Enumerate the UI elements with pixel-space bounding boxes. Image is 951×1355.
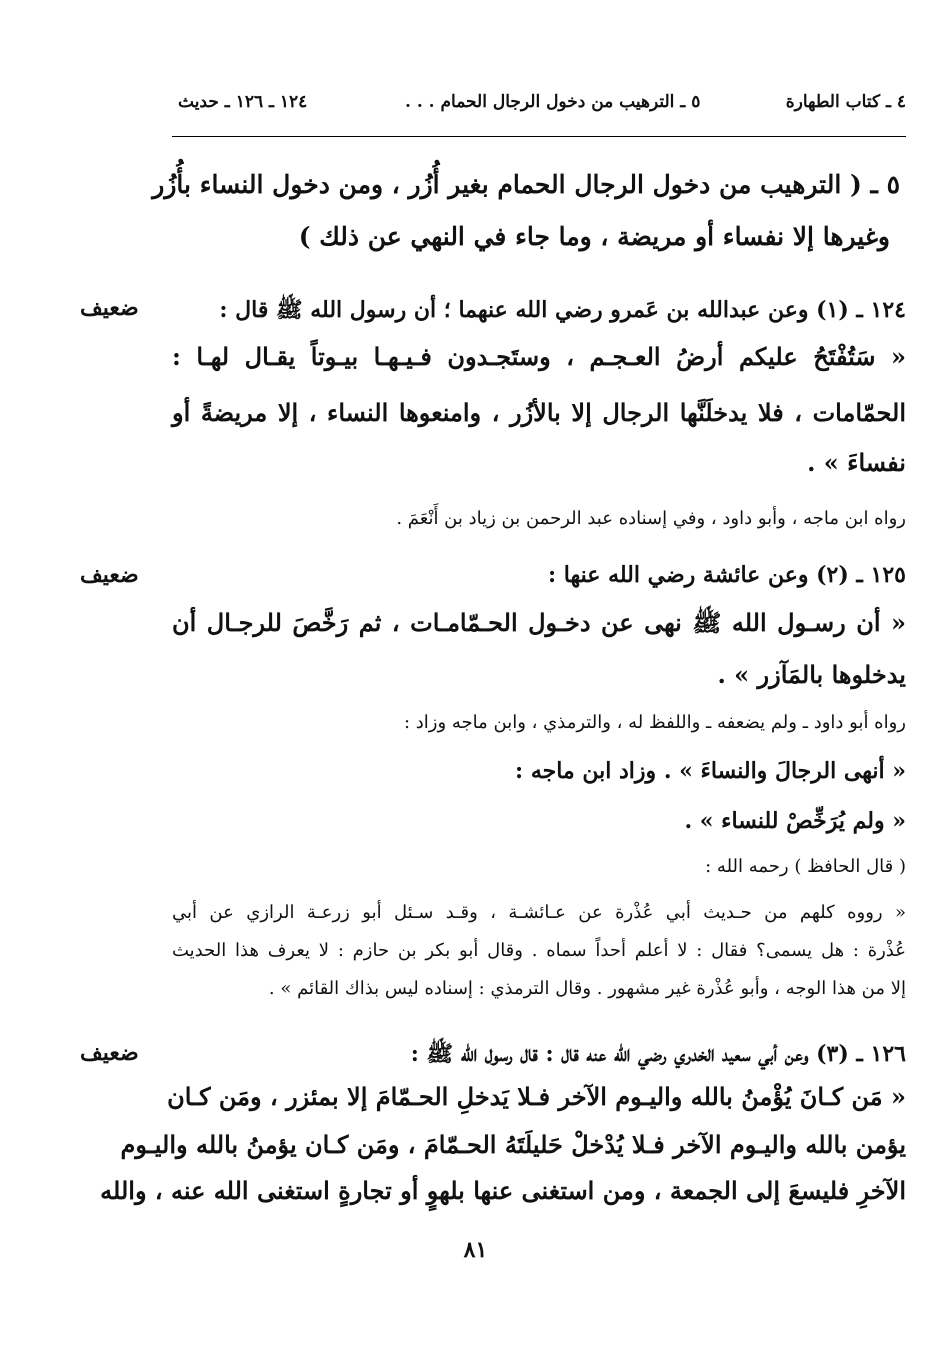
hadith-126-intro: ١٢٦ ـ (٣) وعن أبي سعيد الخدري رضي الله عنه قال : قال رسول الله ﷺ : xyxy=(410,1041,906,1067)
hadith-124-text-1: « سَتُفْتَحُ عليكم أرضُ العـجـم ، وستَجـدون فـيـهـا بيـوتاً يقـال لهـا : xyxy=(172,342,906,371)
hadith-126-grade: ضعيف xyxy=(80,1040,139,1066)
hadith-124-text-2: الحمّامات ، فلا يدخلَنَّها الرجال إلا بالأزُر ، وامنعوها النساء ، إلا مريضةً أو xyxy=(172,398,906,427)
hafiz-note-line-2: عُذْرة : هل يسمى؟ فقال : لا أعلم أحداً سماه . وقال أبو بكر بن حازم : لا يعرف هذا الحديث xyxy=(172,940,906,961)
header-section: ٥ ـ الترهيب من دخول الرجال الحمام . . . xyxy=(405,92,701,112)
hadith-126-text-1: « مَن كـانَ يُؤْمنُ بالله واليـوم الآخر فـلا يَدخلِ الحـمّامَ إلا بمئزر ، ومَن كـان xyxy=(167,1082,906,1111)
hafiz-note-line-1: « رووه كلهم من حـديث أبي عُذْرة عن عـائشـة ، وقـد سـئل أبو زرعـة الرازي عن أبي xyxy=(172,902,906,923)
header-range: ١٢٤ ـ ١٢٦ ـ حديث xyxy=(178,92,308,112)
hadith-125-grade: ضعيف xyxy=(80,562,139,588)
hadith-125-text-2: يدخلوها بالمَآزر » . xyxy=(717,660,906,689)
header-divider xyxy=(172,136,906,137)
header-chapter: ٤ ـ كتاب الطهارة xyxy=(785,92,906,112)
hadith-125-source: رواه أبو داود ـ ولم يضعفه ـ واللفظ له ، والترمذي ، وابن ماجه وزاد : xyxy=(403,712,906,733)
hafiz-note-line-3: إلا من هذا الوجه ، وأبو عُذْرة غير مشهور . وقال الترمذي : إسناده ليس بذاك القائم » . xyxy=(268,978,906,999)
hadith-124-source: رواه ابن ماجه ، وأبو داود ، وفي إسناده عبد الرحمن بن زياد بن أَنْعَمَ . xyxy=(396,508,906,529)
hadith-126-text-2: يؤمن بالله واليـوم الآخر فـلا يُدْخلْ حَليلَتَهُ الحـمّامَ ، ومَن كـان يؤمنُ بالله واليـوم xyxy=(120,1130,906,1159)
hadith-124-text-3: نفساءَ » . xyxy=(807,448,906,477)
hadith-125-addition-2: « ولم يُرَخِّصْ للنساء » . xyxy=(684,808,906,834)
hafiz-heading: ( قال الحافظ ) رحمه الله : xyxy=(705,856,906,877)
page-number: ٨١ xyxy=(463,1237,488,1263)
hadith-125-text-1: « أن رسـول الله ﷺ نهى عن دخـول الحـمّامـات ، ثم رَخَّصَ للرجـال أن xyxy=(172,608,906,637)
section-title-line-1: ٥ ـ ( الترهيب من دخول الرجال الحمام بغير أُزُر ، ومن دخول النساء بأُزُر xyxy=(152,170,900,199)
section-title-line-2: وغيرها إلا نفساء أو مريضة ، وما جاء في النهي عن ذلك ) xyxy=(298,222,890,251)
hadith-125-addition-1: « أنهى الرجالَ والنساءَ » . وزاد ابن ماجه : xyxy=(515,758,906,784)
hadith-124-grade: ضعيف xyxy=(80,295,139,321)
hadith-126-text-3: الآخرِ فليسعَ إلى الجمعة ، ومن استغنى عنها بلهوٍ أو تجارةٍ استغنى الله عنه ، والله xyxy=(100,1176,906,1205)
hadith-125-intro: ١٢٥ ـ (٢) وعن عائشة رضي الله عنها : xyxy=(548,562,906,588)
hadith-124-intro: ١٢٤ ـ (١) وعن عبدالله بن عَمرو رضي الله عنهما ؛ أن رسول الله ﷺ قال : xyxy=(219,297,906,323)
